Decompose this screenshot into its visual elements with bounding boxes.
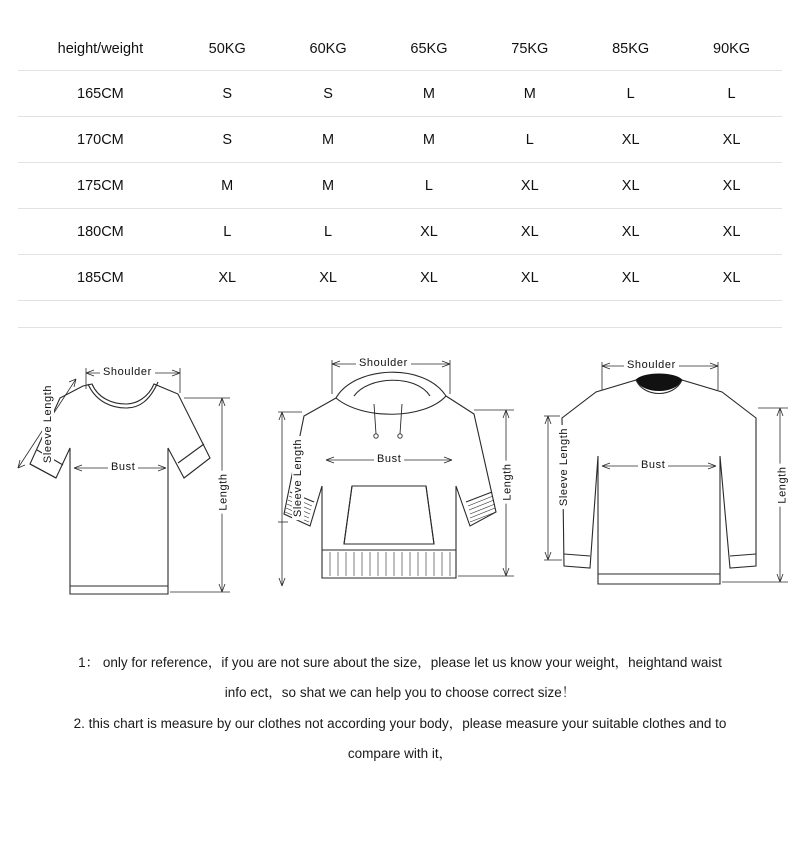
hoodie-bust-label: Bust: [374, 453, 404, 465]
cell-165-65: M: [379, 71, 480, 117]
table-row: [18, 255, 782, 301]
cell-170-75: L: [479, 117, 580, 163]
cell-165-75: M: [479, 71, 580, 117]
cell-175-85: XL: [580, 163, 681, 209]
cell-180-65: XL: [379, 209, 480, 255]
cell-170-90: XL: [681, 117, 782, 163]
longsleeve-bust-label: Bust: [638, 459, 668, 471]
note-line-2: info ect，so shat we can help you to choose correct size！: [224, 685, 576, 701]
cell-180-85: XL: [580, 209, 681, 255]
table-row: [18, 163, 782, 209]
cell-185-50: XL: [177, 255, 278, 301]
note-line-1: 1： only for reference，if you are not sure about the size，please let us know your weight，heightand waist: [78, 655, 722, 670]
table-bottom-spacer: [18, 301, 782, 328]
hoodie-sleeve-length-label: Sleeve Length: [292, 436, 304, 520]
column-header-75kg: 75KG: [479, 28, 580, 71]
tshirt-length-label: Length: [218, 470, 230, 513]
row-header-175cm: 175CM: [18, 163, 177, 209]
cell-170-50: S: [177, 117, 278, 163]
cell-180-75: XL: [479, 209, 580, 255]
tshirt-sleeve-length-label: Sleeve Length: [42, 382, 54, 466]
row-header-170cm: 170CM: [18, 117, 177, 163]
notes-section: [0, 626, 800, 770]
cell-170-60: M: [278, 117, 379, 163]
table-row: [18, 71, 782, 117]
size-chart-section: [0, 0, 800, 328]
size-chart-body: [18, 71, 782, 301]
note-line-3: 2. this chart is measure by our clothes not according your body，please measure your suitable clothes and to: [73, 715, 727, 731]
row-header-185cm: 185CM: [18, 255, 177, 301]
longsleeve-length-label: Length: [777, 463, 789, 506]
cell-185-85: XL: [580, 255, 681, 301]
cell-175-65: L: [379, 163, 480, 209]
cell-185-60: XL: [278, 255, 379, 301]
table-header-row: [18, 28, 782, 71]
column-header-50kg: 50KG: [177, 28, 278, 71]
hoodie-length-label: Length: [502, 460, 514, 503]
table-row: [18, 209, 782, 255]
cell-170-85: XL: [580, 117, 681, 163]
cell-175-75: XL: [479, 163, 580, 209]
cell-175-90: XL: [681, 163, 782, 209]
longsleeve-sleeve-length-label: Sleeve Length: [558, 425, 570, 509]
cell-175-60: M: [278, 163, 379, 209]
size-chart-header: [18, 28, 782, 71]
cell-165-60: S: [278, 71, 379, 117]
column-header-65kg: 65KG: [379, 28, 480, 71]
longsleeve-diagram: [540, 346, 800, 626]
tshirt-shoulder-label: Shoulder: [100, 366, 155, 378]
cell-185-65: XL: [379, 255, 480, 301]
tshirt-bust-label: Bust: [108, 461, 138, 473]
cell-170-65: M: [379, 117, 480, 163]
note-line-4: compare with it，: [347, 746, 453, 762]
size-chart-table: [18, 28, 782, 301]
tshirt-diagram: [8, 346, 274, 626]
garment-diagrams: [0, 328, 800, 626]
column-header-85kg: 85KG: [580, 28, 681, 71]
cell-185-90: XL: [681, 255, 782, 301]
row-header-180cm: 180CM: [18, 209, 177, 255]
cell-180-60: L: [278, 209, 379, 255]
table-row: [18, 117, 782, 163]
cell-175-50: M: [177, 163, 278, 209]
column-header-60kg: 60KG: [278, 28, 379, 71]
column-header-90kg: 90KG: [681, 28, 782, 71]
hoodie-diagram: [274, 346, 540, 626]
cell-165-50: S: [177, 71, 278, 117]
column-header-height-weight: height/weight: [18, 28, 177, 71]
row-header-165cm: 165CM: [18, 71, 177, 117]
cell-165-85: L: [580, 71, 681, 117]
cell-180-50: L: [177, 209, 278, 255]
longsleeve-shoulder-label: Shoulder: [624, 359, 679, 371]
hoodie-shoulder-label: Shoulder: [356, 357, 411, 369]
cell-165-90: L: [681, 71, 782, 117]
cell-180-90: XL: [681, 209, 782, 255]
cell-185-75: XL: [479, 255, 580, 301]
